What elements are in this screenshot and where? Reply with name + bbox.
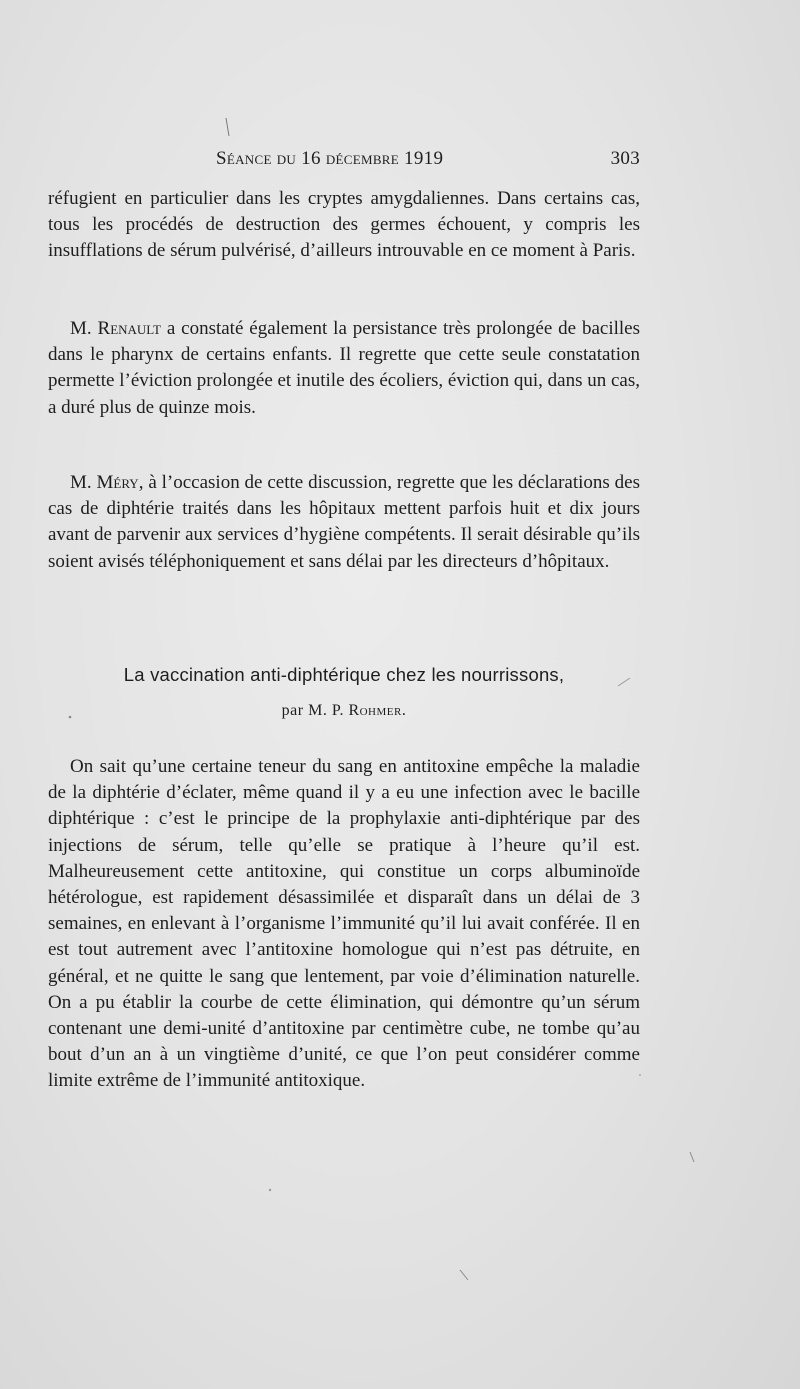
- byline-prefix: par M. P.: [281, 702, 349, 719]
- speaker-name: Méry: [96, 472, 139, 493]
- running-title: Séance du 16 décembre 1919: [216, 148, 444, 169]
- byline-suffix: .: [401, 702, 407, 719]
- section-byline: [48, 702, 640, 720]
- section-title: La vaccination anti-diphtérique chez les nourrissons,: [123, 664, 565, 685]
- speaker-prefix: M.: [70, 472, 97, 493]
- paragraph-text: réfugient en particulier dans les cryptes amygdaliennes. Dans certains cas, tous les procédés de destruction des germes échouent, y compris les insufflations de sérum pulvérisé, d’ailleurs introuvable en ce moment à Paris.: [48, 188, 640, 262]
- paragraph-text: , à l’occasion de cette discussion, regrette que les déclarations des cas de diphtérie traités dans les hôpitaux mettent parfois huit et dix jours avant de parvenir aux services d’hygiène compétents. Il serait désirable qu’ils soient avisés téléphoniquement et sans délai par les directeurs d’hôpitaux.: [48, 472, 640, 572]
- speaker-prefix: M.: [70, 318, 98, 339]
- paragraph-text: On sait qu’une certaine teneur du sang en antitoxine empêche la maladie de la diphtérie d’éclater, même quand il y a eu une infection avec le bacille diphtérique : c’est le principe de la prophylaxie anti-diphtérique par des injections de sérum, telle qu’elle se pratique à l’heure qu’il est. Malheureusement cette antitoxine, qui constitue un corps albuminoïde hétérologue, est rapidement désassimilée et disparaît dans un délai de 3 semaines, en enlevant à l’organisme l’immunité qu’il lui avait conférée. Il en est tout autrement avec l’antitoxine homologue qui n’est pas détruite, en général, et ne quitte le sang que lentement, par voie d’élimination naturelle. On a pu établir la courbe de cette élimination, qui démontre qu’un sérum contenant une demi-unité d’antitoxine par centimètre cube, ne tombe qu’au bout d’un an à un vingtième d’unité, ce que l’on peut considérer comme limite extrême de l’immunité antitoxique.: [48, 756, 640, 1092]
- speaker-name: Renault: [97, 318, 161, 339]
- paragraph-renault: [48, 316, 640, 421]
- running-header: [48, 148, 640, 172]
- section-body-paragraph: [48, 754, 640, 1095]
- paragraph-continuation: [48, 186, 640, 265]
- byline-author: Rohmer: [348, 702, 402, 719]
- paragraph-text: a constaté également la persistance très prolongée de bacilles dans le pharynx de certains enfants. Il regrette que cette seule constatation permette l’éviction prolongée et inutile des écoliers, éviction qui, dans un cas, a duré plus de quinze mois.: [48, 318, 640, 418]
- page-number: 303: [610, 148, 640, 169]
- paragraph-mery: [48, 470, 640, 575]
